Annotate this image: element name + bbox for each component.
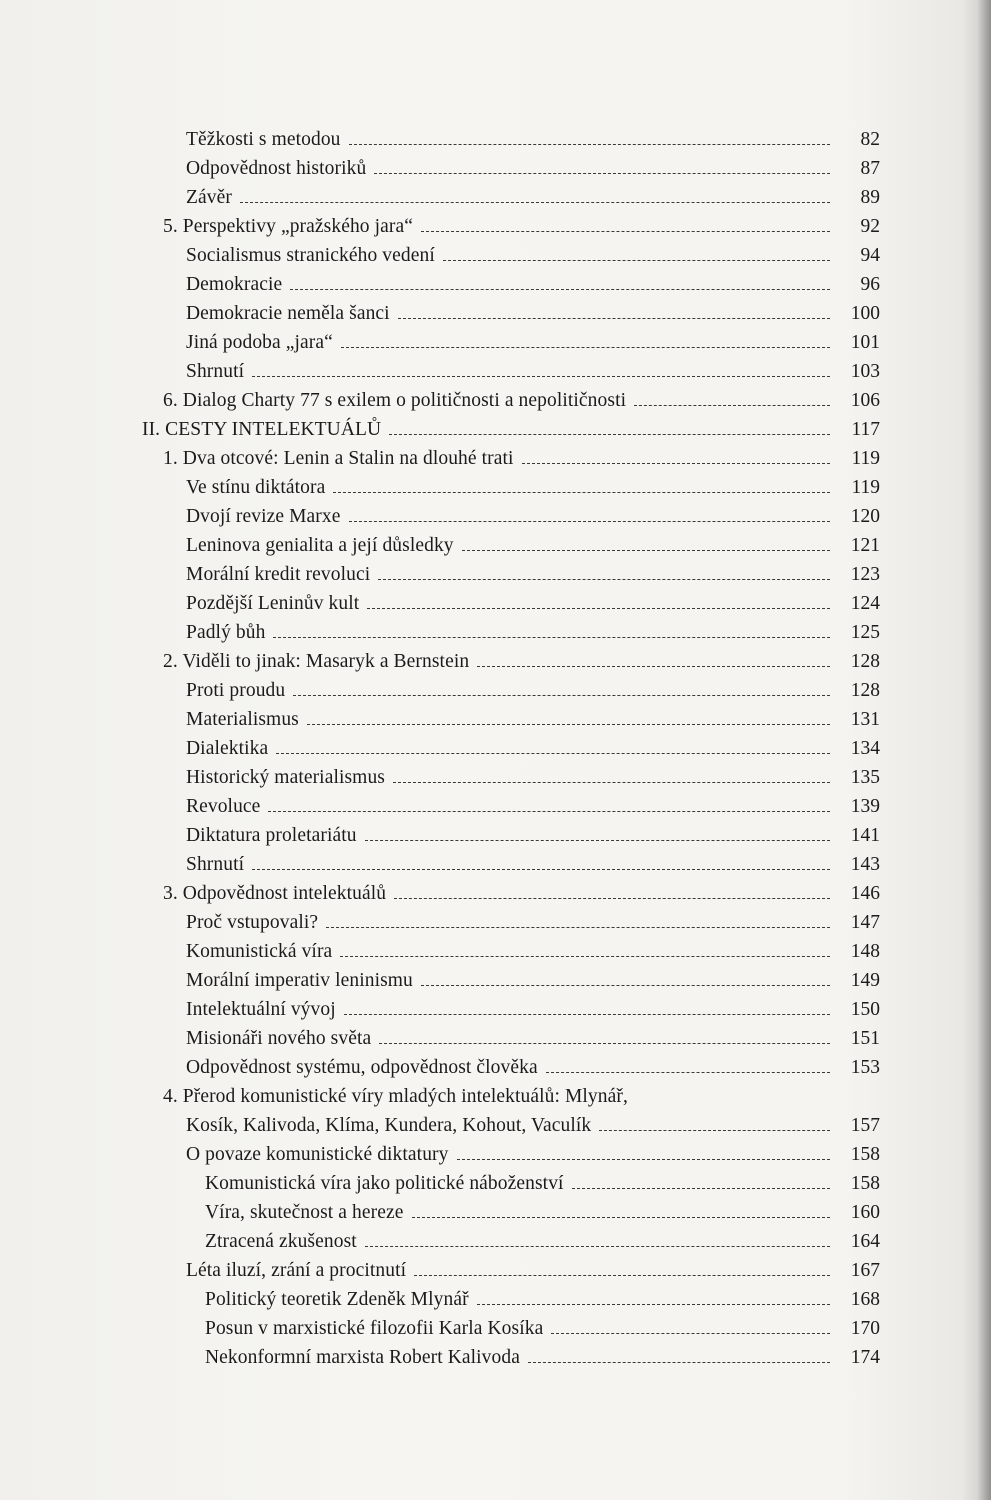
toc-leader [421,985,830,986]
toc-entry-page: 96 [860,274,880,295]
toc-entry-title: Demokracie [186,274,283,295]
toc-leader [367,608,830,609]
toc-entry [0,125,991,154]
toc-entry-title: 4. Přerod komunistické víry mladých intelektuálů: Mlynář, [163,1086,628,1107]
toc-leader [634,405,830,406]
toc-entry [0,647,991,676]
toc-leader [546,1072,830,1073]
toc-leader [268,811,830,812]
toc-leader [349,521,830,522]
toc-entry [0,1140,991,1169]
toc-entry-title: II. CESTY INTELEKTUÁLŮ [142,419,382,440]
toc-entry-title: Dialektika [186,738,269,759]
toc-leader [551,1333,830,1334]
toc-entry-title: Misionáři nového světa [186,1028,372,1049]
toc-entry-title: Intelektuální vývoj [186,999,336,1020]
toc-entry-page: 128 [850,680,880,701]
toc-entry [0,1169,991,1198]
toc-leader [421,231,830,232]
toc-entry [0,1198,991,1227]
toc-entry-page: 121 [850,535,880,556]
toc-entry [0,241,991,270]
toc-entry-title: Materialismus [186,709,299,730]
toc-entry [0,734,991,763]
toc-leader [393,782,830,783]
toc-entry-page: 106 [850,390,880,411]
toc-entry-page: 147 [850,912,880,933]
toc-entry [0,1053,991,1082]
toc-entry-page: 174 [850,1347,880,1368]
toc-entry-title: Léta iluzí, zrání a procitnutí [186,1260,407,1281]
toc-entry-title: Ve stínu diktátora [186,477,326,498]
toc-leader [252,869,830,870]
toc-entry-page: 135 [850,767,880,788]
toc-entry-page: 82 [860,129,880,150]
toc-entry-title: Komunistická víra jako politické náboženství [205,1173,564,1194]
toc-entry-title: Pozdější Leninův kult [186,593,360,614]
toc-entry-title: Proč vstupovali? [186,912,319,933]
toc-entry [0,357,991,386]
toc-entry-page: 153 [850,1057,880,1078]
toc-entry-page: 120 [850,506,880,527]
toc-entry-page: 125 [850,622,880,643]
toc-leader [349,144,830,145]
toc-entry-title: Revoluce [186,796,261,817]
toc-entry [0,1082,991,1111]
toc-leader [340,956,830,957]
toc-leader [374,173,830,174]
toc-leader [326,927,830,928]
toc-entry-title: Historický materialismus [186,767,385,788]
toc-leader [252,376,830,377]
toc-leader [599,1130,830,1131]
toc-entry-page: 134 [850,738,880,759]
toc-leader [365,840,830,841]
toc-leader [389,434,830,435]
toc-entry-title: Kosík, Kalivoda, Klíma, Kundera, Kohout, Vaculík [186,1115,592,1136]
toc-entry [0,850,991,879]
toc-entry-title: Nekonformní marxista Robert Kalivoda [205,1347,520,1368]
toc-entry [0,908,991,937]
toc-entry-title: Víra, skutečnost a hereze [205,1202,404,1223]
toc-entry-title: Leninova genialita a její důsledky [186,535,454,556]
toc-entry-title: Komunistická víra [186,941,333,962]
toc-entry [0,415,991,444]
toc-entry [0,995,991,1024]
toc-entry-title: Odpovědnost systému, odpovědnost člověka [186,1057,538,1078]
toc-entry-page: 128 [850,651,880,672]
toc-entry [0,328,991,357]
toc-entry [0,618,991,647]
toc-entry [0,879,991,908]
toc-entry-title: 1. Dva otcové: Lenin a Stalin na dlouhé trati [163,448,514,469]
toc-entry-page: 143 [850,854,880,875]
toc-entry-page: 158 [850,1173,880,1194]
toc-entry [0,502,991,531]
toc-leader [572,1188,830,1189]
toc-entry-title: Shrnutí [186,854,245,875]
toc-entry-title: O povaze komunistické diktatury [186,1144,449,1165]
toc-leader [414,1275,830,1276]
toc-entry-title: Shrnutí [186,361,245,382]
toc-entry-page: 168 [850,1289,880,1310]
toc-entry-title: Závěr [186,187,232,208]
toc-entry-page: 92 [860,216,880,237]
toc-entry [0,531,991,560]
toc-entry-page: 157 [850,1115,880,1136]
toc-entry-title: 5. Perspektivy „pražského jara“ [163,216,414,237]
toc-entry-page: 117 [851,419,880,440]
toc-entry [0,473,991,502]
toc-entry [0,966,991,995]
toc-entry-page: 150 [850,999,880,1020]
toc-entry [0,676,991,705]
toc-entry-page: 89 [860,187,880,208]
toc-leader [333,492,830,493]
toc-entry-page: 167 [850,1260,880,1281]
toc-entry [0,763,991,792]
toc-leader [276,753,830,754]
toc-entry-page: 141 [850,825,880,846]
toc-entry-page: 149 [850,970,880,991]
toc-entry-title: Socialismus stranického vedení [186,245,435,266]
toc-leader [341,347,830,348]
toc-entry [0,299,991,328]
toc-entry-page: 160 [850,1202,880,1223]
toc-entry-page: 100 [850,303,880,324]
toc-leader [398,318,830,319]
toc-entry [0,1314,991,1343]
toc-entry-page: 103 [850,361,880,382]
toc-entry-page: 124 [850,593,880,614]
toc-entry-page: 123 [850,564,880,585]
toc-entry-title: Posun v marxistické filozofii Karla Kosíka [205,1318,544,1339]
toc-entry [0,821,991,850]
toc-leader [365,1246,830,1247]
toc-entry [0,1285,991,1314]
toc-entry-page: 151 [850,1028,880,1049]
toc-entry-title: Odpovědnost historiků [186,158,367,179]
toc-entry-page: 158 [850,1144,880,1165]
toc-entry-page: 164 [850,1231,880,1252]
toc-leader [240,202,830,203]
toc-entry-title: Jiná podoba „jara“ [186,332,333,353]
toc-entry [0,270,991,299]
toc-entry-title: Morální kredit revoluci [186,564,371,585]
toc-entry-page: 87 [860,158,880,179]
toc-entry-title: Padlý bůh [186,622,266,643]
toc-entry [0,1111,991,1140]
toc-entry-title: Dvojí revize Marxe [186,506,341,527]
toc-entry [0,792,991,821]
toc-leader [443,260,830,261]
toc-entry [0,1256,991,1285]
toc-entry-title: Diktatura proletariátu [186,825,357,846]
toc-entry [0,444,991,473]
toc-entry-page: 170 [850,1318,880,1339]
toc-leader [528,1362,830,1363]
toc-leader [307,724,830,725]
toc-leader [457,1159,830,1160]
toc-entry [0,1343,991,1372]
toc-leader [462,550,830,551]
toc-entry-page: 94 [860,245,880,266]
toc-entry-title: Politický teoretik Zdeněk Mlynář [205,1289,469,1310]
toc-entry-page: 146 [850,883,880,904]
toc-entry-title: 2. Viděli to jinak: Masaryk a Bernstein [163,651,470,672]
toc-entry-title: 3. Odpovědnost intelektuálů [163,883,387,904]
toc-entry [0,589,991,618]
toc-leader [394,898,830,899]
toc-entry-page: 119 [851,448,880,469]
toc-entry [0,386,991,415]
toc-entry [0,1227,991,1256]
toc-entry [0,1024,991,1053]
toc-leader [477,1304,830,1305]
toc-entry-title: Ztracená zkušenost [205,1231,357,1252]
toc-entry-page: 119 [851,477,880,498]
toc-entry [0,212,991,241]
toc-entry-title: 6. Dialog Charty 77 s exilem o političnosti a nepolitičnosti [163,390,627,411]
toc-entry [0,705,991,734]
toc-entry-page: 139 [850,796,880,817]
toc-leader [378,579,830,580]
toc-entry-page: 148 [850,941,880,962]
toc-entry-title: Proti proudu [186,680,286,701]
toc-leader [273,637,830,638]
toc-leader [522,463,830,464]
toc-leader [290,289,830,290]
toc-entry [0,937,991,966]
toc-entry-page: 131 [850,709,880,730]
toc-entry-title: Demokracie neměla šanci [186,303,390,324]
toc-leader [379,1043,830,1044]
toc-entry [0,183,991,212]
toc-entry-title: Morální imperativ leninismu [186,970,413,991]
toc-leader [293,695,830,696]
toc-entry [0,154,991,183]
toc-entry-title: Těžkosti s metodou [186,129,341,150]
toc-leader [412,1217,830,1218]
toc-entry-page: 101 [850,332,880,353]
toc-leader [477,666,830,667]
toc-entry [0,560,991,589]
toc-leader [344,1014,830,1015]
